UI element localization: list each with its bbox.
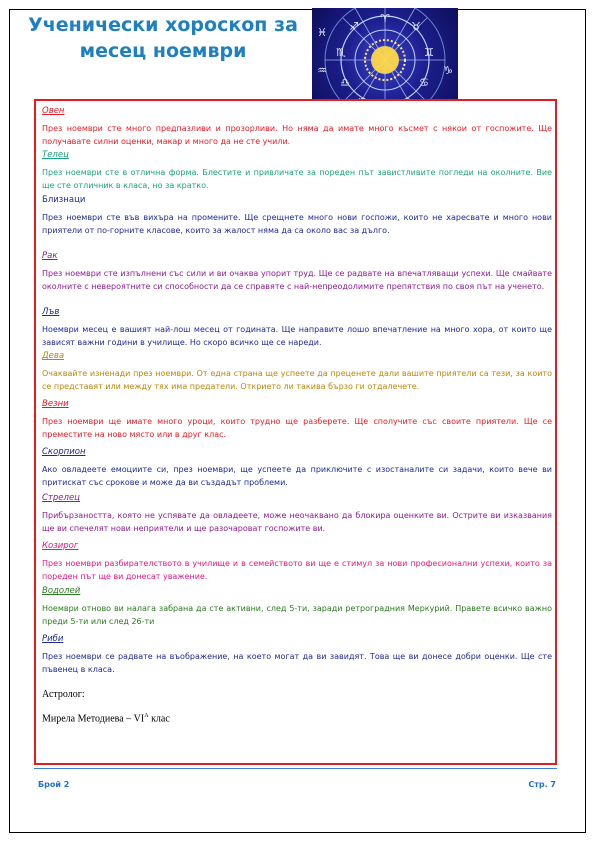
sign-section [42,307,552,349]
sign-section [42,195,552,237]
svg-text:♎: ♎ [340,76,350,89]
sign-text: Прибързаността, която не успявате да овладеете, може неочаквано да блокира оценките ви. Острите ви изказвания ще ви спечелят нови неприятели и ще разочароват госпожите ви. [42,511,552,533]
svg-text:♏: ♏ [336,46,346,59]
sign-name: Близнаци [42,195,86,205]
astrologer-author [42,713,170,724]
sign-name: Овен [42,106,65,116]
page-title-line-1: Ученически хороскоп за [28,14,298,36]
sign-text: Ноември месец е вашият най-лош месец от годината. Ще направите лошо впечатление на много хора, от които ще зависят важни години в училище. Но скоро всичко ще се нареди. [42,325,552,347]
svg-text:♑: ♑ [443,64,453,77]
footer-issue: Брой 2 [38,780,70,789]
sign-text: През ноември сте в отлична форма. Блестите и привличате за пореден път завистливите погледи на околните. Вие ще сте отличник в класа, но за кратко. [42,168,552,190]
sign-section [42,541,552,583]
page-title [28,12,298,64]
astrologer-author-sup: А [144,713,149,719]
page-title-line-2: месец ноември [79,40,247,62]
sign-name: Телец [42,150,69,160]
sign-section [42,106,552,148]
sign-name: Стрелец [42,493,80,503]
sign-name: Скорпион [42,447,86,457]
sign-text: През ноември разбирателството в училище и в семейството ви ще е стимул за нови професионални успехи, които за пореден път ще ви донесат уважение. [42,559,552,581]
footer-page-number: Стр. 7 [528,780,556,789]
sign-section [42,351,552,393]
sign-section [42,447,552,489]
svg-text:♐: ♐ [349,20,359,33]
sign-name: Козирог [42,541,79,551]
sign-text: Очаквайте изненади през ноември. От една страна ще успеете да преценете дали вашите приятели са тези, за които се представят или между тях има предатели. Открието ли такива бързо ги отдалечете. [42,369,552,391]
sign-text: През ноември сте много предпазливи и прозорливи. Но няма да имате много късмет с някои от госпожите. Ще получавате силни оценки, макар и много да не сте учили. [42,124,552,146]
sign-section [42,493,552,535]
sign-name: Лъв [42,307,60,317]
horoscope-content-box [34,99,557,765]
svg-text:♓: ♓ [317,26,327,39]
sign-name: Дева [42,351,65,361]
sign-text: През ноември се радвате на въображение, на което могат да ви завидят. Това ще ви донесе добри оценки. Ще сте пъвенец в класа. [42,652,552,674]
sign-text: През ноември ще имате много уроци, които трудно ще разберете. Ще сполучите със своите приятели. Ще се преместите на ново място или в друг клас. [42,417,552,439]
svg-text:♊: ♊ [424,46,434,59]
footer-divider [34,768,557,769]
sign-text: През ноември сте изпълнени със сили и ви очаква упорит труд. Ще се радвате на впечатляващи успехи. Ще смайвате околните с невероятните си способности да се справяте с най-непреодолимите препятствия по своя път на ученето. [42,269,552,291]
sign-name: Рак [42,251,58,261]
astrologer-label: Астролог: [42,689,85,700]
sign-section [42,586,552,628]
astrologer-author-suffix: клас [148,713,170,725]
sign-name: Везни [42,399,69,409]
svg-text:♒: ♒ [317,64,327,77]
svg-text:♈: ♈ [380,12,390,25]
zodiac-wheel-icon [312,8,458,112]
zodiac-wheel-image [312,8,458,112]
sign-section [42,399,552,441]
sign-name: Водолей [42,586,81,596]
sign-text: През ноември сте във вихъра на промените. Ще срещнете много нови госпожи, които не харесвате и много нови приятели от по-горните класове, които за жалост няма да са около вас за дълго. [42,213,552,235]
sign-text: Ноември отново ви налага забрана да сте активни, след 5-ти, заради ретроградния Меркурий. Правете всичко важно преди 5-ти или след 26-ти [42,604,552,626]
svg-text:♉: ♉ [411,20,421,33]
sign-section [42,251,552,293]
sign-section [42,150,552,192]
svg-text:♋: ♋ [419,76,429,89]
sign-section [42,634,552,676]
astrologer-author-name: Мирела Методиева – VI [42,713,145,725]
sign-name: Риби [42,634,64,644]
sign-text: Ако овладеете емоциите си, през ноември, ще успеете да приключите с изостаналите си задачи, които вече ви притискат със срокове и може да ви създадът проблеми. [42,465,552,487]
